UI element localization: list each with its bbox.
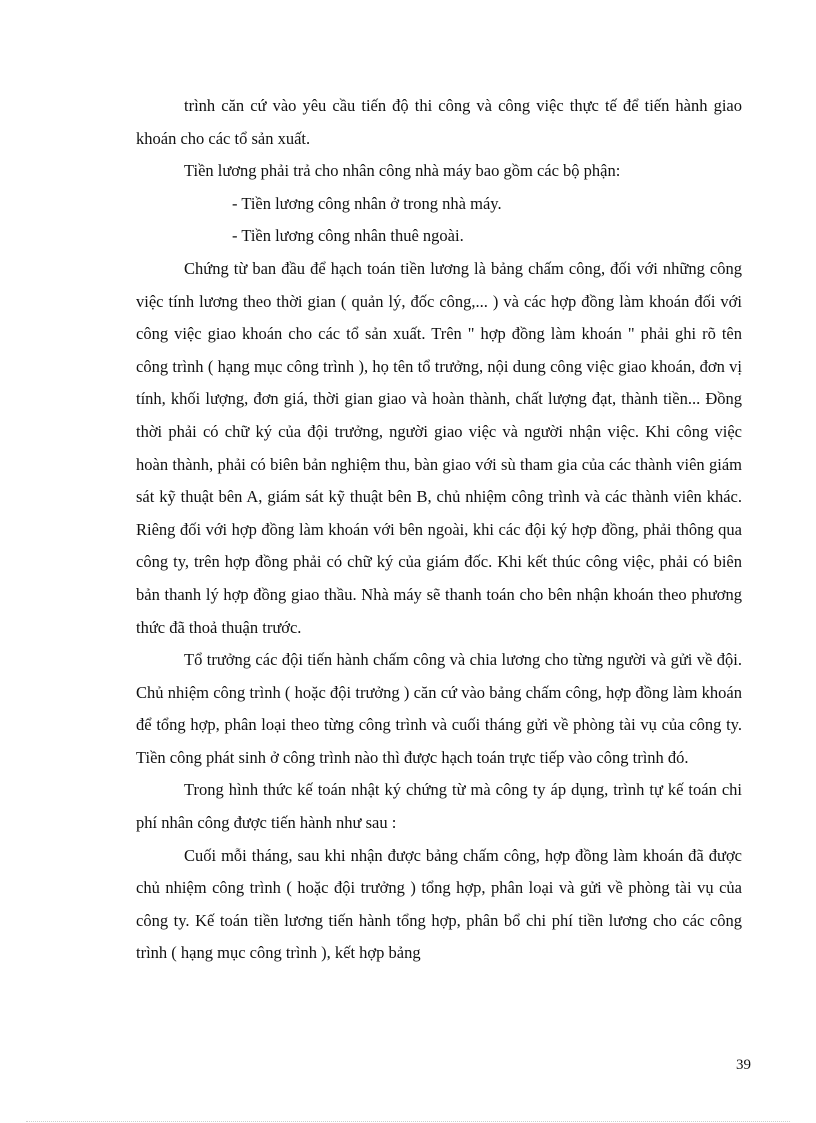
paragraph-3: Chứng từ ban đầu để hạch toán tiền lương là bảng chấm công, đối với những công việc tính lương theo thời gian ( quản lý, đốc công,... ) và các hợp đồng làm khoán đối với công việc giao khoán cho các tổ sản xuất. Trên " hợp đồng làm khoán " phải ghi rõ tên công trình ( hạng mục công trình ), họ tên tổ trưởng, nội dung công việc giao khoán, đơn vị tính, khối lượng, đơn giá, thời gian giao và hoàn thành, chất lượng đạt, thành tiền... Đồng thời phải có chữ ký của đội trưởng, người giao việc và người nhận việc. Khi công việc hoàn thành, phải có biên bản nghiệm thu, bàn giao với sù tham gia của các thành viên giám sát kỹ thuật bên A, giám sát kỹ thuật bên B, chủ nhiệm công trình và các thành viên khác. Riêng đối với hợp đồng làm khoán với bên ngoài, khi các đội ký hợp đồng, phải thông qua công ty, trên hợp đồng phải có chữ ký của giám đốc. Khi kết thúc công việc, phải có biên bản thanh lý hợp đồng giao thầu. Nhà máy sẽ thanh toán cho bên nhận khoán theo phương thức đã thoả thuận trước. (136, 258, 742, 637)
paragraph-2: Tiền lương phải trả cho nhân công nhà máy bao gồm các bộ phận: (184, 161, 621, 181)
paragraph-1: trình căn cứ vào yêu cầu tiến độ thi công và công việc thực tế để tiến hành giao khoán cho các tổ sản xuất. (136, 96, 742, 148)
page-number: 39 (736, 1057, 751, 1073)
bullet-item-2: - Tiền lương công nhân thuê ngoài. (232, 226, 464, 246)
page-body (136, 90, 742, 970)
paragraph-5: Trong hình thức kế toán nhật ký chứng từ mà công ty áp dụng, trình tự kế toán chi phí nhân công được tiến hành như sau : (136, 780, 742, 833)
paragraph-6: Cuối mỗi tháng, sau khi nhận được bảng chấm công, hợp đồng làm khoán đã được chủ nhiệm công trình ( hoặc đội trưởng ) tổng hợp, phân loại và gửi về phòng tài vụ của công ty. Kế toán tiền lương tiến hành tổng hợp, phân bổ chi phí tiền lương cho các công trình ( hạng mục công trình ), kết hợp bảng (136, 845, 742, 963)
bullet-item-1: - Tiền lương công nhân ở trong nhà máy. (232, 193, 502, 213)
page-bottom-divider (26, 1121, 790, 1122)
paragraph-4: Tổ trưởng các đội tiến hành chấm công và chia lương cho từng người và gửi về đội. Chủ nhiệm công trình ( hoặc đội trưởng ) căn cứ vào bảng chấm công, hợp đồng làm khoán để tổng hợp, phân loại theo từng công trình và cuối tháng gửi về phòng tài vụ của công ty. Tiền công phát sinh ở công trình nào thì được hạch toán trực tiếp vào công trình đó. (136, 650, 742, 767)
